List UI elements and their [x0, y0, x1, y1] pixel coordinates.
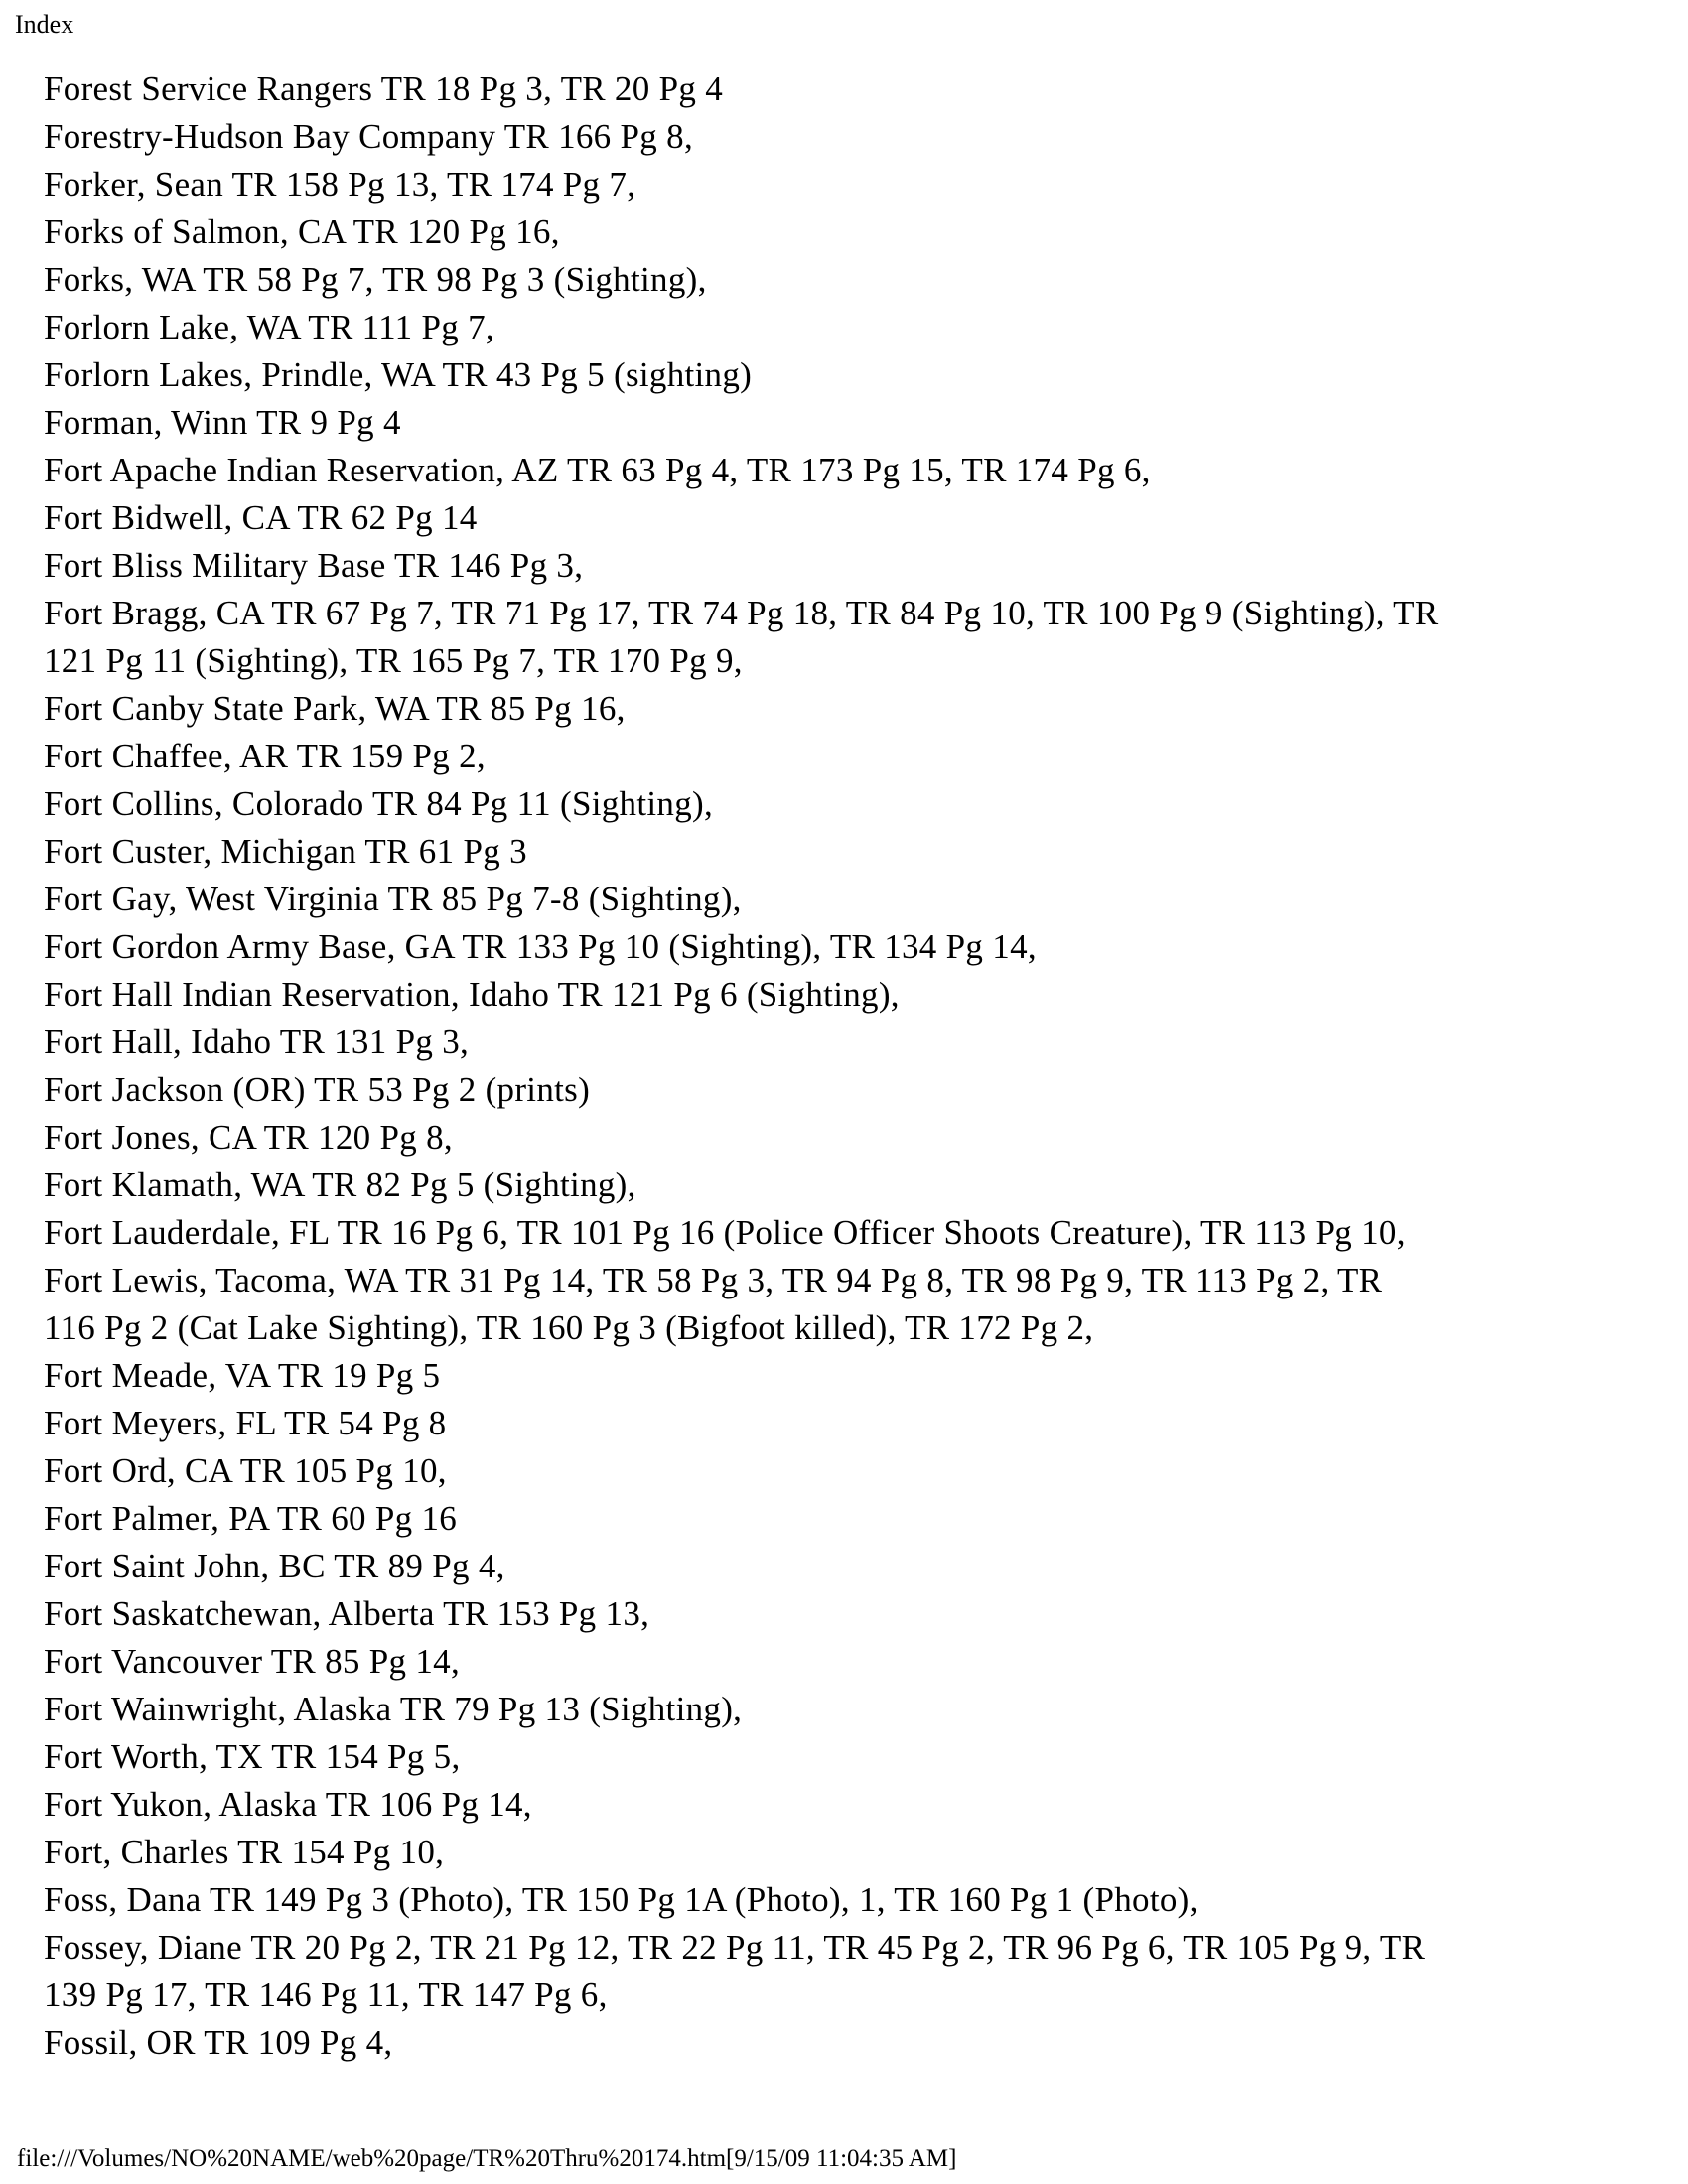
- index-entry: [44, 256, 1648, 304]
- footer-file-path: file:///Volumes/NO%20NAME/web%20page/TR%20Thru%20174.htm[9/15/09 11:04:35 AM]: [17, 2145, 957, 2172]
- index-line: Fort Worth, TX TR 154 Pg 5,: [44, 1737, 461, 1776]
- index-entry: [44, 685, 1648, 733]
- index-line: Fort Meade, VA TR 19 Pg 5: [44, 1356, 441, 1395]
- index-entry: [44, 304, 1648, 351]
- index-entry: [44, 1638, 1648, 1686]
- index-line: Forestry-Hudson Bay Company TR 166 Pg 8,: [44, 117, 693, 156]
- index-line: Fort Bragg, CA TR 67 Pg 7, TR 71 Pg 17, TR 74 Pg 18, TR 84 Pg 10, TR 100 Pg 9 (Sighting), TR: [44, 594, 1439, 632]
- index-entry: [44, 876, 1648, 923]
- index-line: Forlorn Lake, WA TR 111 Pg 7,: [44, 308, 494, 346]
- index-entry: [44, 1209, 1648, 1257]
- index-line: Fort Bliss Military Base TR 146 Pg 3,: [44, 546, 584, 585]
- index-line: Forker, Sean TR 158 Pg 13, TR 174 Pg 7,: [44, 165, 636, 204]
- index-entry: [44, 1543, 1648, 1590]
- index-entry: [44, 351, 1648, 399]
- index-entry: [44, 1447, 1648, 1495]
- index-line: Fossil, OR TR 109 Pg 4,: [44, 2023, 393, 2062]
- index-line: Forest Service Rangers TR 18 Pg 3, TR 20 Pg 4: [44, 69, 724, 108]
- index-entry: [44, 1924, 1648, 2019]
- index-line: Fort Saskatchewan, Alberta TR 153 Pg 13,: [44, 1594, 650, 1633]
- index-entry: [44, 1257, 1648, 1352]
- index-line: Fort Yukon, Alaska TR 106 Pg 14,: [44, 1785, 532, 1824]
- index-entry: [44, 1066, 1648, 1114]
- index-line: Fort Palmer, PA TR 60 Pg 16: [44, 1499, 458, 1538]
- index-entry: [44, 399, 1648, 447]
- index-entry: [44, 1114, 1648, 1161]
- index-entry: [44, 1686, 1648, 1733]
- index-entry: [44, 208, 1648, 256]
- index-line: Fort Collins, Colorado TR 84 Pg 11 (Sighting),: [44, 784, 713, 823]
- page-title: Index: [15, 10, 74, 39]
- index-line: Fort Custer, Michigan TR 61 Pg 3: [44, 832, 527, 871]
- index-line: Forks of Salmon, CA TR 120 Pg 16,: [44, 212, 560, 251]
- index-line: Fort Klamath, WA TR 82 Pg 5 (Sighting),: [44, 1165, 636, 1204]
- index-line: Fort Meyers, FL TR 54 Pg 8: [44, 1404, 447, 1442]
- index-entry: [44, 113, 1648, 161]
- index-line: Fossey, Diane TR 20 Pg 2, TR 21 Pg 12, TR 22 Pg 11, TR 45 Pg 2, TR 96 Pg 6, TR 105 Pg 9, TR: [44, 1928, 1426, 1967]
- index-entry: [44, 971, 1648, 1019]
- index-entry: [44, 923, 1648, 971]
- index-line: 139 Pg 17, TR 146 Pg 11, TR 147 Pg 6,: [44, 1976, 608, 2014]
- index-line: Fort Ord, CA TR 105 Pg 10,: [44, 1451, 447, 1490]
- index-line: Fort Hall, Idaho TR 131 Pg 3,: [44, 1023, 470, 1061]
- index-entry: [44, 542, 1648, 590]
- index-line: Fort Lauderdale, FL TR 16 Pg 6, TR 101 Pg 16 (Police Officer Shoots Creature), TR 113 Pg 10,: [44, 1213, 1406, 1252]
- index-line: Fort, Charles TR 154 Pg 10,: [44, 1833, 445, 1871]
- index-entry: [44, 494, 1648, 542]
- index-line: Fort Gordon Army Base, GA TR 133 Pg 10 (Sighting), TR 134 Pg 14,: [44, 927, 1037, 966]
- index-entry: [44, 590, 1648, 685]
- index-entry: [44, 828, 1648, 876]
- index-entry: [44, 733, 1648, 780]
- index-entry: [44, 161, 1648, 208]
- index-line: Fort Jones, CA TR 120 Pg 8,: [44, 1118, 453, 1157]
- index-line: Fort Gay, West Virginia TR 85 Pg 7-8 (Sighting),: [44, 880, 742, 918]
- index-list: [44, 66, 1648, 2067]
- index-line: Fort Bidwell, CA TR 62 Pg 14: [44, 498, 478, 537]
- index-entry: [44, 1495, 1648, 1543]
- index-entry: [44, 1161, 1648, 1209]
- index-line: Fort Chaffee, AR TR 159 Pg 2,: [44, 737, 486, 775]
- index-line: Forks, WA TR 58 Pg 7, TR 98 Pg 3 (Sighting),: [44, 260, 707, 299]
- index-entry: [44, 1590, 1648, 1638]
- index-entry: [44, 447, 1648, 494]
- index-line: Fort Saint John, BC TR 89 Pg 4,: [44, 1547, 505, 1585]
- index-entry: [44, 780, 1648, 828]
- index-line: Fort Wainwright, Alaska TR 79 Pg 13 (Sighting),: [44, 1690, 743, 1728]
- index-line: Fort Apache Indian Reservation, AZ TR 63 Pg 4, TR 173 Pg 15, TR 174 Pg 6,: [44, 451, 1151, 489]
- index-entry: [44, 1781, 1648, 1829]
- index-entry: [44, 1400, 1648, 1447]
- index-line: Fort Vancouver TR 85 Pg 14,: [44, 1642, 461, 1681]
- index-line: Fort Lewis, Tacoma, WA TR 31 Pg 14, TR 58 Pg 3, TR 94 Pg 8, TR 98 Pg 9, TR 113 Pg 2, TR: [44, 1261, 1383, 1299]
- index-entry: [44, 1733, 1648, 1781]
- index-line: Forlorn Lakes, Prindle, WA TR 43 Pg 5 (sighting): [44, 355, 753, 394]
- index-line: Fort Jackson (OR) TR 53 Pg 2 (prints): [44, 1070, 591, 1109]
- index-line: 116 Pg 2 (Cat Lake Sighting), TR 160 Pg 3 (Bigfoot killed), TR 172 Pg 2,: [44, 1308, 1094, 1347]
- index-entry: [44, 1352, 1648, 1400]
- index-entry: [44, 66, 1648, 113]
- index-line: Fort Hall Indian Reservation, Idaho TR 121 Pg 6 (Sighting),: [44, 975, 900, 1014]
- index-line: Forman, Winn TR 9 Pg 4: [44, 403, 401, 442]
- index-line: 121 Pg 11 (Sighting), TR 165 Pg 7, TR 170 Pg 9,: [44, 641, 743, 680]
- index-entry: [44, 1829, 1648, 1876]
- index-line: Foss, Dana TR 149 Pg 3 (Photo), TR 150 Pg 1A (Photo), 1, TR 160 Pg 1 (Photo),: [44, 1880, 1198, 1919]
- index-entry: [44, 2019, 1648, 2067]
- index-entry: [44, 1876, 1648, 1924]
- index-entry: [44, 1019, 1648, 1066]
- index-line: Fort Canby State Park, WA TR 85 Pg 16,: [44, 689, 626, 728]
